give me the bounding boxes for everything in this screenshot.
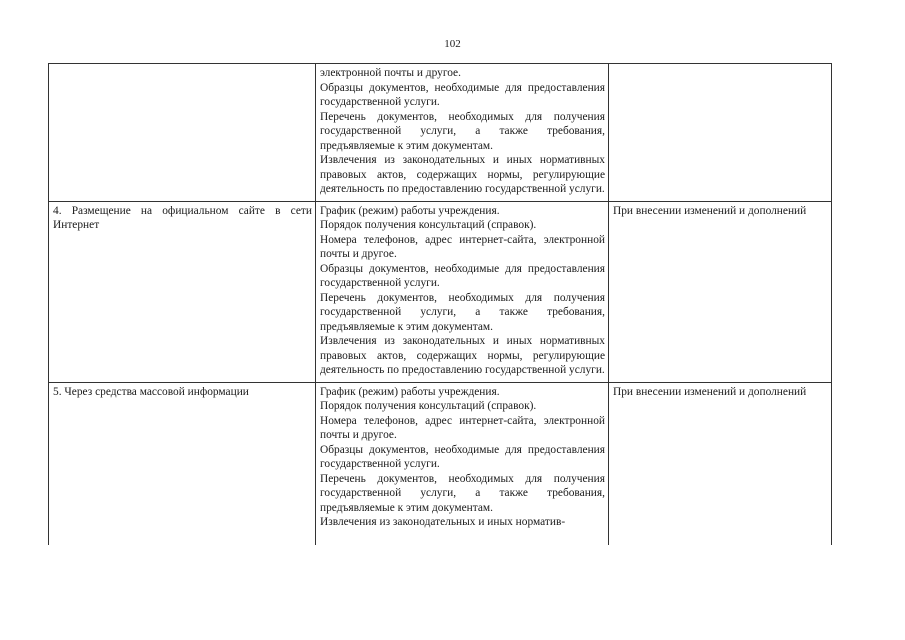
condition-cell [609, 64, 832, 202]
info-line: Перечень документов, необходимых для получения государственной услуги, а также требования, предъявляемые к этим документам. [320, 291, 605, 333]
info-line: Образцы документов, необходимые для предоставления государственной услуги. [320, 443, 605, 470]
info-line: График (режим) работы учреждения. [320, 204, 500, 217]
info-line: Номера телефонов, адрес интернет-сайта, электронной почты и другое. [320, 414, 605, 441]
information-table [48, 63, 832, 545]
info-line: Номера телефонов, адрес интернет-сайта, электронной почты и другое. [320, 233, 605, 260]
method-cell: 5. Через средства массовой информации [49, 382, 316, 545]
method-cell: 4. Размещение на официальном сайте в сети Интернет [49, 201, 316, 382]
info-line: Образцы документов, необходимые для предоставления государственной услуги. [320, 262, 605, 289]
info-line: Порядок получения консультаций (справок). [320, 219, 537, 231]
info-line: Извлечения из законодательных и иных нормативных правовых актов, содержащих нормы, регулирующие деятельность по предоставлению государственной услуги. [320, 154, 605, 195]
info-cell [316, 201, 609, 382]
table-row [49, 382, 832, 545]
info-line: Извлечения из законодательных и иных нормативных правовых актов, содержащих нормы, регулирующие деятельность по предоставлению государственной услуги. [320, 335, 605, 376]
condition-cell: При внесении изменений и дополнений [609, 201, 832, 382]
info-cell [316, 64, 609, 202]
info-line: График (режим) работы учреждения. [320, 385, 500, 398]
info-line: Перечень документов, необходимых для получения государственной услуги, а также требования, предъявляемые к этим документам. [320, 110, 605, 152]
table-row [49, 64, 832, 202]
info-line: Извлечения из законодательных и иных норматив- [320, 516, 566, 528]
method-cell [49, 64, 316, 202]
condition-cell: При внесении изменений и дополнений [609, 382, 832, 545]
info-line: Образцы документов, необходимые для предоставления государственной услуги. [320, 81, 605, 108]
table-row [49, 201, 832, 382]
page-number: 102 [444, 38, 461, 50]
info-cell [316, 382, 609, 545]
info-line: Порядок получения консультаций (справок). [320, 400, 537, 412]
info-line: электронной почты и другое. [320, 67, 461, 79]
info-line: Перечень документов, необходимых для получения государственной услуги, а также требования, предъявляемые к этим документам. [320, 472, 605, 514]
